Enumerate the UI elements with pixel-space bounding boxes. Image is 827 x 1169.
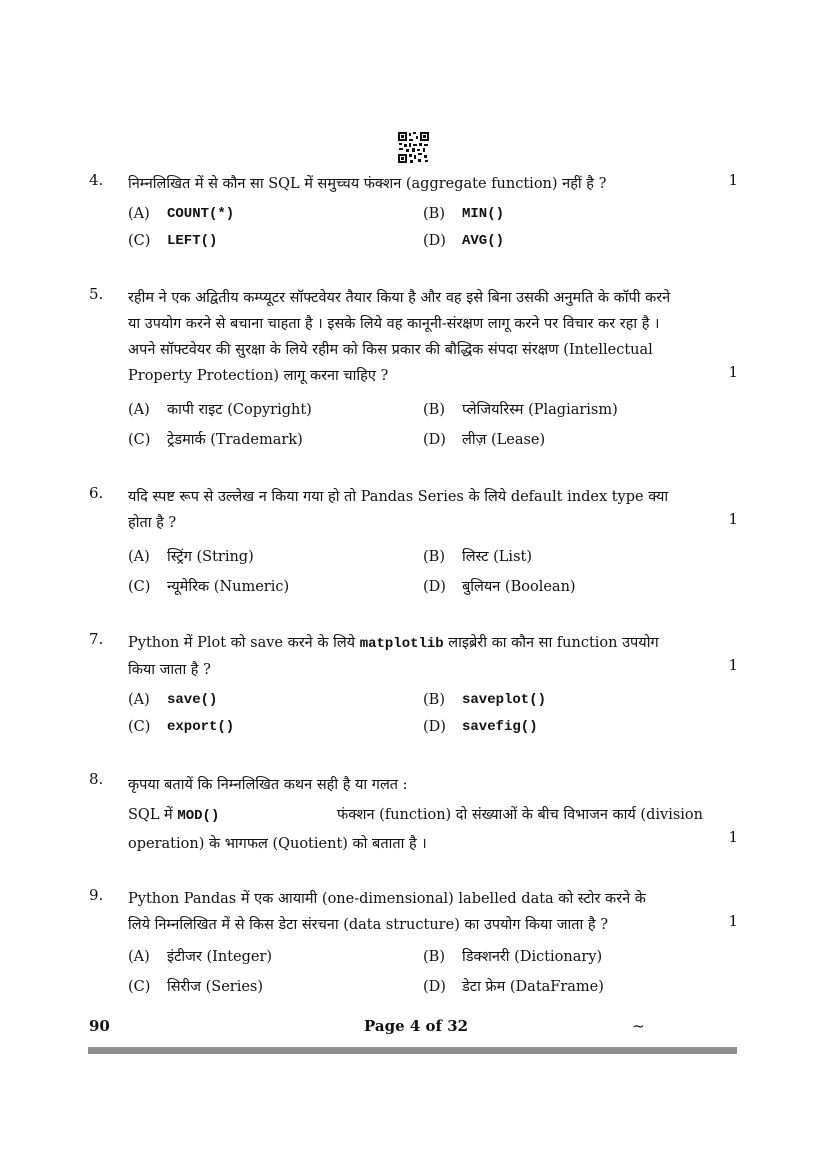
question-number: 8. — [89, 770, 104, 788]
question-number: 4. — [89, 171, 104, 189]
question-number: 5. — [89, 285, 104, 303]
paper-code: 90 — [89, 1017, 110, 1035]
marks: 1 — [728, 171, 738, 189]
question-text: कृपया बतायें कि निम्नलिखित कथन सही है या गलत : SQL में MOD() फंक्शन (function) दो संख्याओं के बीच विभाजन कार्य (division operation) के भागफल (Quotient) को बताता है । — [128, 777, 703, 852]
question-text: यदि स्पष्ट रूप से उल्लेख न किया गया हो तो Pandas Series के लिये default index type क्या होता है ? — [128, 489, 669, 531]
question-text: Python में Plot को save करने के लिये matplotlib लाइब्रेरी का कौन सा function उपयोग किया जाता है ? — [128, 635, 659, 678]
option-c: (C) न्यूमेरिक (Numeric) — [128, 579, 290, 595]
question-number: 6. — [89, 484, 104, 502]
option-d: (D) savefig() — [423, 719, 538, 735]
question-7 — [89, 630, 739, 741]
option-c: (C) सिरीज (Series) — [128, 979, 264, 995]
marks: 1 — [728, 363, 738, 381]
option-d: (D) AVG() — [423, 233, 505, 249]
option-a: (A) save() — [128, 692, 218, 708]
option-d: (D) बुलियन (Boolean) — [423, 579, 576, 595]
question-4 — [89, 171, 739, 255]
options — [128, 542, 739, 602]
options — [128, 201, 739, 255]
option-a: (A) स्ट्रिंग (String) — [128, 549, 254, 565]
question-text: निम्नलिखित में से कौन सा SQL में समुच्चय फंक्शन (aggregate function) नहीं है ? — [128, 176, 607, 192]
marks: 1 — [728, 828, 738, 846]
option-b: (B) डिक्शनरी (Dictionary) — [423, 949, 603, 965]
marks: 1 — [728, 510, 738, 528]
option-b: (B) saveplot() — [423, 692, 547, 708]
page-number: Page 4 of 32 — [364, 1017, 469, 1035]
question-8 — [89, 770, 739, 857]
option-b: (B) MIN() — [423, 206, 505, 222]
footer-rule — [88, 1047, 737, 1054]
question-text: Python Pandas में एक आयामी (one-dimensional) labelled data को स्टोर करने के लिये निम्नलिखित में से किस डेटा संरचना (data structure) का उपयोग किया जाता है ? — [128, 891, 646, 933]
question-6 — [89, 484, 739, 602]
options — [128, 395, 739, 455]
option-b: (B) लिस्ट (List) — [423, 549, 532, 565]
question-number: 9. — [89, 886, 104, 904]
question-5 — [89, 285, 739, 455]
option-a: (A) इंटीजर (Integer) — [128, 949, 273, 965]
option-a: (A) COUNT(*) — [128, 206, 235, 222]
option-c: (C) export() — [128, 719, 235, 735]
option-a: (A) कापी राइट (Copyright) — [128, 402, 312, 418]
question-text: रहीम ने एक अद्वितीय कम्प्यूटर सॉफ्टवेयर तैयार किया है और वह इसे बिना उसकी अनुमति के कॉपी करने या उपयोग करने से बचाना चाहता है । इसके लिये वह कानूनी-संरक्षण लागू करने पर विचार कर रहा है । अपने सॉफ्टवेयर की सुरक्षा के लिये रहीम को किस प्रकार की बौद्धिक संपदा संरक्षण (Intellectual Property Protection) लागू करना चाहिए ? — [128, 290, 671, 384]
page-footer — [89, 1017, 737, 1037]
question-number: 7. — [89, 630, 104, 648]
option-b: (B) प्लेजियरिस्म (Plagiarism) — [423, 402, 618, 418]
marks: 1 — [728, 656, 738, 674]
question-9 — [89, 886, 739, 1002]
marks: 1 — [728, 912, 738, 930]
option-c: (C) LEFT() — [128, 233, 218, 249]
option-d: (D) लीज़ (Lease) — [423, 432, 546, 448]
footer-mark: ~ — [632, 1017, 645, 1035]
options — [128, 687, 739, 741]
option-d: (D) डेटा फ्रेम (DataFrame) — [423, 979, 604, 995]
options — [128, 942, 739, 1002]
qr-code — [397, 131, 430, 164]
option-c: (C) ट्रेडमार्क (Trademark) — [128, 432, 303, 448]
